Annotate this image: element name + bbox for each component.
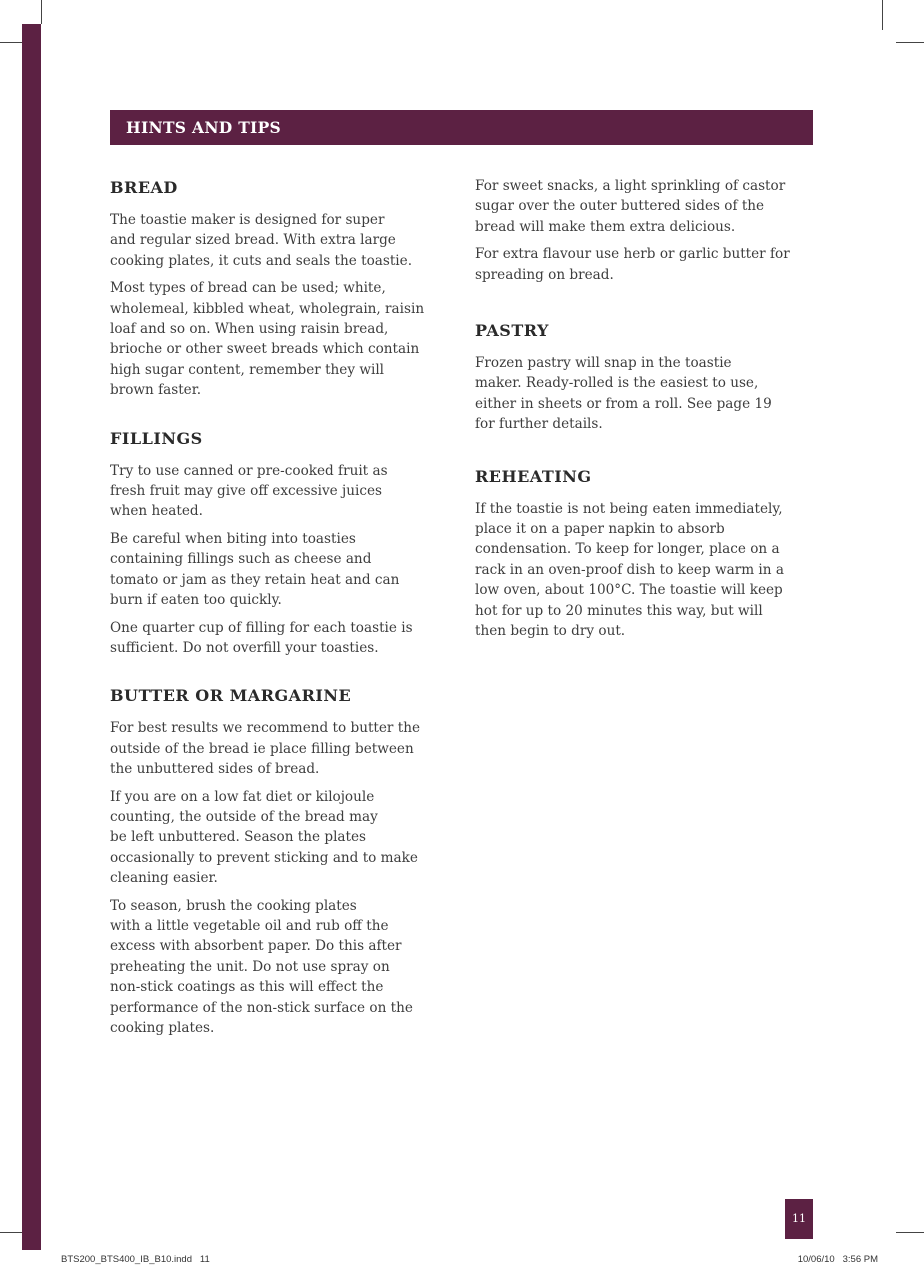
paragraph: The toastie maker is designed for super and regular sized bread. With extra large cooking plates, it cuts and seals the toastie. — [110, 212, 413, 269]
crop-mark — [0, 1232, 22, 1233]
page-title-banner — [110, 110, 813, 145]
crop-mark — [896, 42, 924, 43]
page-number: 11 — [785, 1199, 813, 1239]
paragraph: If the toastie is not being eaten immediately, place it on a paper napkin to absorb condensation. To keep for longer, place on a rack in an oven-proof dish to keep warm in a low oven, about 100°C. The toastie will keep hot for up to 20 minutes this way, but will then begin to dry out. — [475, 500, 784, 640]
section-bread-continued — [475, 176, 815, 285]
section-bread — [110, 176, 450, 401]
crop-mark — [41, 0, 42, 24]
section-fillings — [110, 427, 450, 659]
section-reheating — [475, 465, 815, 642]
paragraph: For extra flavour use herb or garlic butter for spreading on bread. — [475, 246, 790, 283]
section-pastry — [475, 319, 815, 435]
slug-filename: BTS200_BTS400_IB_B10.indd 11 — [61, 1254, 210, 1265]
paragraph: Be careful when biting into toasties containing fillings such as cheese and tomato or jam as they retain heat and can burn if eaten too quickly. — [110, 530, 400, 609]
paragraph: One quarter cup of filling for each toastie is sufficient. Do not overfill your toasties. — [110, 619, 413, 656]
slug-timestamp: 10/06/10 3:56 PM — [797, 1254, 878, 1265]
section-heading: BREAD — [110, 178, 178, 197]
paragraph: To season, brush the cooking plates with a little vegetable oil and rub off the excess with absorbent paper. Do this after preheating the unit. Do not use spray on non-stick coatings as this will effect the performance of the non-stick surface on the cooking plates. — [110, 897, 413, 1036]
page-title: HINTS AND TIPS — [126, 118, 282, 137]
section-butter-or-margarine — [110, 684, 450, 1038]
left-column — [110, 176, 450, 1064]
paragraph: For best results we recommend to butter the outside of the bread ie place filling between the unbuttered sides of bread. — [110, 720, 421, 778]
right-column — [475, 176, 815, 668]
paragraph: Try to use canned or pre-cooked fruit as fresh fruit may give off excessive juices when heated. — [110, 462, 388, 520]
crop-mark — [896, 1232, 924, 1233]
paragraph: If you are on a low fat diet or kilojoule counting, the outside of the bread may be left unbuttered. Season the plates occasionally to prevent sticking and to make cleaning easier. — [110, 788, 418, 887]
paragraph: For sweet snacks, a light sprinkling of castor sugar over the outer buttered sides of the bread will make them extra delicious. — [475, 178, 786, 235]
paragraph: Most types of bread can be used; white, wholemeal, kibbled wheat, wholegrain, raisin loaf and so on. When using raisin bread, brioche or other sweet breads which contain high sugar content, remember they will brown faster. — [110, 280, 425, 399]
paragraph: Frozen pastry will snap in the toastie maker. Ready-rolled is the easiest to use, either in sheets or from a roll. See page 19 for further details. — [475, 355, 772, 433]
left-accent-bar — [22, 24, 41, 1250]
crop-mark — [882, 0, 883, 30]
section-heading: FILLINGS — [110, 428, 203, 448]
section-heading: PASTRY — [475, 321, 549, 341]
section-heading: REHEATING — [475, 466, 592, 486]
crop-mark — [0, 42, 22, 43]
section-heading: BUTTER OR MARGARINE — [110, 686, 352, 706]
